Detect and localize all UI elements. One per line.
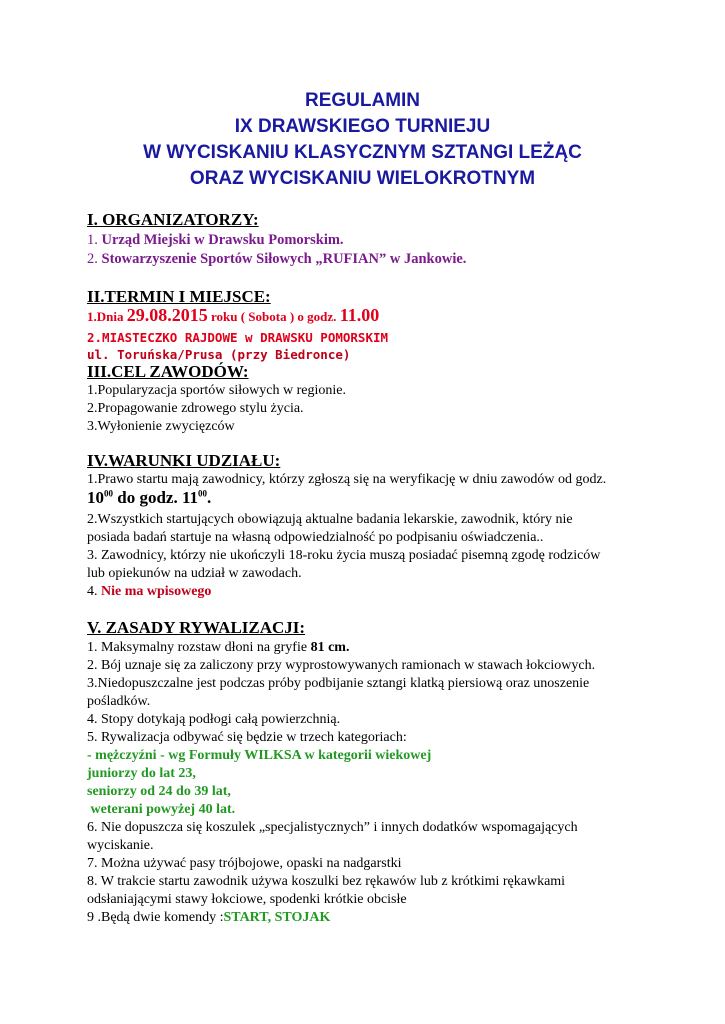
goal-item: 3.Wyłonienie zwycięzców	[87, 419, 235, 434]
time-to-sup: 00	[198, 488, 208, 499]
section-conditions-heading: IV.WARUNKI UDZIAŁU:	[87, 451, 281, 470]
date-prefix: 1.Dnia	[87, 309, 124, 324]
time-from-sup: 00	[104, 488, 113, 499]
rule-6a: 6. Nie dopuszcza się koszulek „specjalistycznych” i innych dodatków wspomagających	[87, 820, 578, 835]
organizer-text: Stowarzyszenie Sportów Siłowych „RUFIAN” w Jankowie.	[101, 251, 467, 267]
section-goal-heading: III.CEL ZAWODÓW:	[87, 362, 249, 381]
rule-9	[87, 909, 330, 926]
organizer-item-2	[87, 251, 466, 268]
organizer-number: 1.	[87, 232, 98, 248]
rule-2: 2. Bój uznaje się za zaliczony przy wyprostowywanych ramionach w stawach łokciowych.	[87, 658, 596, 673]
rule-8b: odsłaniającymi stawy łokciowe, spodenki krótkie obcisłe	[87, 892, 407, 907]
condition-item-3b: lub opiekunów na udział w zawodach.	[87, 566, 302, 581]
goal-item: 2.Propagowanie zdrowego stylu życia.	[87, 401, 304, 416]
condition-item-3a: 3. Zawodnicy, którzy nie ukończyli 18-roku życia muszą posiadać pisemną zgodę rodziców	[87, 548, 601, 563]
section-term-heading: II.TERMIN I MIEJSCE:	[87, 287, 271, 306]
section-rules-heading: V. ZASADY RYWALIZACJI:	[87, 618, 306, 637]
rule-3b: pośladków.	[87, 694, 151, 709]
condition-item-4	[87, 583, 211, 600]
rule-9-commands: START, STOJAK	[223, 910, 331, 925]
rule-1-value: 81 cm.	[310, 640, 350, 655]
goal-item: 1.Popularyzacja sportów siłowych w regionie.	[87, 383, 346, 398]
condition-4-number: 4.	[87, 584, 98, 599]
time-end: .	[207, 488, 212, 507]
time-value: 11.00	[339, 305, 380, 325]
organizer-text: Urząd Miejski w Drawsku Pomorskim.	[101, 232, 344, 248]
title-line-3: W WYCISKANIU KLASYCZNYM SZTANGI LEŻĄC	[143, 142, 582, 163]
rule-4: 4. Stopy dotykają podłogi całą powierzchnią.	[87, 712, 341, 727]
condition-4-text: Nie ma wpisowego	[101, 584, 212, 599]
category-veterans: weterani powyżej 40 lat.	[87, 802, 236, 817]
rule-7: 7. Można używać pasy trójbojowe, opaski na nadgarstki	[87, 856, 402, 871]
condition-item-2a: 2.Wszystkich startujących obowiązują aktualne badania lekarskie, zawodnik, który nie	[87, 512, 573, 527]
condition-item-2b: posiada badań startuje na własną odpowiedzialność po podpisaniu oświadczenia..	[87, 530, 544, 545]
rule-5: 5. Rywalizacja odbywać się będzie w trzech kategoriach:	[87, 730, 407, 745]
rule-9-text: 9 .Będą dwie komendy :	[87, 910, 224, 925]
day-label: roku ( Sobota ) o godz.	[210, 309, 337, 324]
time-from: 10	[87, 488, 104, 507]
title-line-2: IX DRAWSKIEGO TURNIEJU	[234, 116, 491, 137]
title-line-4: ORAZ WYCISKANIU WIELOKROTNYM	[189, 168, 536, 189]
rule-1-text: 1. Maksymalny rozstaw dłoni na gryfie	[87, 640, 308, 655]
condition-time-range	[87, 487, 211, 509]
term-street: ul. Toruńska/Prusa (przy Biedronce)	[87, 347, 351, 362]
term-place: 2.MIASTECZKO RAJDOWE w DRAWSKU POMORSKIM	[87, 330, 389, 345]
category-header: - mężczyźni - wg Formuły WILKSA w kategorii wiekowej	[87, 748, 432, 763]
title-line-1: REGULAMIN	[304, 90, 421, 111]
section-organizers-heading: I. ORGANIZATORZY:	[87, 210, 259, 229]
rule-1	[87, 639, 349, 656]
rule-8a: 8. W trakcie startu zawodnik używa koszulki bez rękawów lub z krótkimi rękawkami	[87, 874, 566, 889]
organizer-number: 2.	[87, 251, 98, 267]
condition-item-1: 1.Prawo startu mają zawodnicy, którzy zgłoszą się na weryfikację w dniu zawodów od godz.	[87, 472, 607, 487]
category-seniors: seniorzy od 24 do 39 lat,	[87, 784, 231, 799]
rule-6b: wyciskanie.	[87, 838, 154, 853]
time-to-label: do godz. 11	[117, 488, 199, 507]
date-value: 29.08.2015	[126, 305, 208, 325]
category-juniors: juniorzy do lat 23,	[87, 766, 196, 781]
rule-3a: 3.Niedopuszczalne jest podczas próby podbijanie sztangi klatką piersiową oraz unoszenie	[87, 676, 590, 691]
term-date-line	[87, 307, 379, 325]
organizer-item-1	[87, 232, 344, 249]
